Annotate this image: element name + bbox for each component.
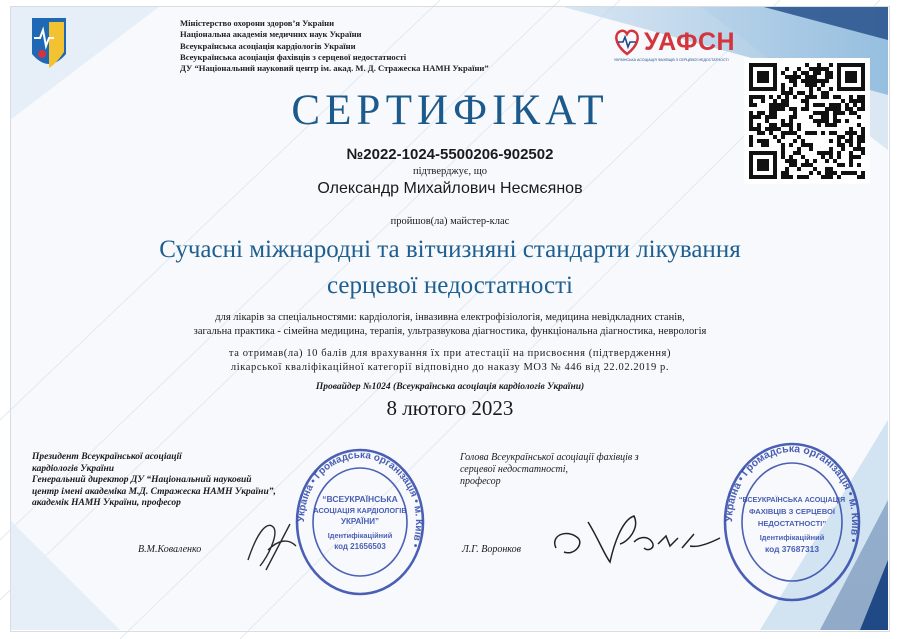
specialties-line1: для лікарів за спеціальностями: кардіологія, інвазивна електрофізіологія, медицина невідкладних станів, — [215, 312, 685, 323]
provider-text: Провайдер №1024 (Всеукраїнська асоціація кардіологів України) — [315, 382, 585, 392]
signer-left-line: Президент Всеукраїнської асоціації — [32, 452, 182, 462]
signer-right-line: Голова Всеукраїнської асоціації фахівців з — [460, 452, 639, 463]
svg-text:Україна • Громадська організац — [723, 443, 861, 544]
stamp-ring-text: Україна • Громадська організація • м. Київ • — [295, 449, 425, 549]
uafsn-name: УАФСН — [644, 28, 736, 56]
issue-date: 8 лютого 2023 — [386, 396, 514, 420]
header-line-cardiologists: Всеукраїнська асоціація кардіологів України — [180, 40, 356, 51]
stamp-line: “ВСЕУКРАЇНСЬКА АСОЦІАЦІЯ — [738, 495, 846, 504]
signer-left-line: центр імені академіка М.Д. Стражеска НАМН України”, — [32, 486, 276, 497]
uafsn-subtitle: УКРАЇНСЬКА АСОЦІАЦІЯ ФАХІВЦІВ З СЕРЦЕВОЇ НЕДОСТАТНОСТІ — [614, 58, 729, 62]
header-line-strazhesko: ДУ “Національний науковий центр ім. акад. М. Д. Стражеска НАМН України” — [180, 63, 489, 74]
stamp-line: “ВСЕУКРАЇНСЬКА — [322, 494, 398, 504]
signature — [548, 508, 728, 568]
certifies-text: підтверджує, що — [412, 166, 488, 177]
signer-left-line: академік НАМН України, професор — [32, 498, 181, 509]
stamp-line: код 21656503 — [334, 542, 386, 551]
header-line-heart-failure: Всеукраїнська асоціація фахівців з серцевої недостатності — [180, 51, 407, 62]
signer-right-title — [460, 452, 639, 488]
course-title-line2: серцевої недостатності — [327, 272, 573, 299]
signer-left-line: Генеральний директор ДУ “Національний науковий — [32, 475, 252, 486]
stamp-line: ФАХІВЦІВ З СЕРЦЕВОЇ — [748, 507, 836, 516]
stamp-ring-text: Україна • Громадська організація • м. Київ • — [722, 442, 862, 544]
points-line1: та отримав(ла) 10 балів для врахування їх при атестації на присвоєння (підтвердження) — [228, 348, 672, 359]
completed-text: пройшов(ла) майстер-клас — [390, 216, 510, 227]
stamp-line: НЕДОСТАТНОСТІ” — [757, 519, 827, 528]
signer-right-line: професор — [460, 476, 501, 487]
organization-logo — [26, 14, 72, 76]
uafsn-logo — [612, 28, 742, 64]
header-line-academy: Національна академія медичних наук України — [180, 29, 362, 40]
stamp-line: АСОЦІАЦІЯ КАРДІОЛОГІВ — [313, 506, 407, 515]
course-title-line1: Сучасні міжнародні та вітчизняні стандарти лікування — [159, 236, 741, 263]
signer-left-title — [32, 452, 276, 510]
points-line2: лікарської кваліфікаційної категорії відповідно до наказу МОЗ № 446 від 22.02.2019 р. — [230, 362, 670, 373]
signer-left-line: кардіологів України — [32, 463, 115, 474]
uafsn-heart-logo — [612, 28, 642, 56]
signer-right-name: Л.Г. Воронков — [462, 544, 521, 555]
stamp-line: Ідентифікаційний — [759, 533, 825, 542]
issuer-header — [180, 18, 489, 74]
certificate-number: №2022-1024-5500206-902502 — [346, 146, 554, 163]
specialties-line2: загальна практика - сімейна медицина, терапія, ультразвукова діагностика, функціональна діагностика, неврологія — [193, 326, 707, 337]
certificate-title: СЕРТИФІКАТ — [291, 87, 609, 134]
header-line-ministry: Міністерство охорони здоров’я України — [180, 18, 335, 28]
stamp-line: код 37687313 — [765, 544, 819, 554]
signer-right-line: серцевої недостатності, — [460, 464, 569, 475]
stamp-line: УКРАЇНИ” — [340, 517, 380, 526]
official-stamp — [294, 444, 426, 600]
signer-left-name: В.М.Коваленко — [138, 544, 202, 555]
stamp-line: Ідентифікаційний — [327, 531, 393, 540]
official-stamp — [722, 438, 862, 606]
recipient-name: Олександр Михайлович Несмєянов — [317, 180, 583, 197]
